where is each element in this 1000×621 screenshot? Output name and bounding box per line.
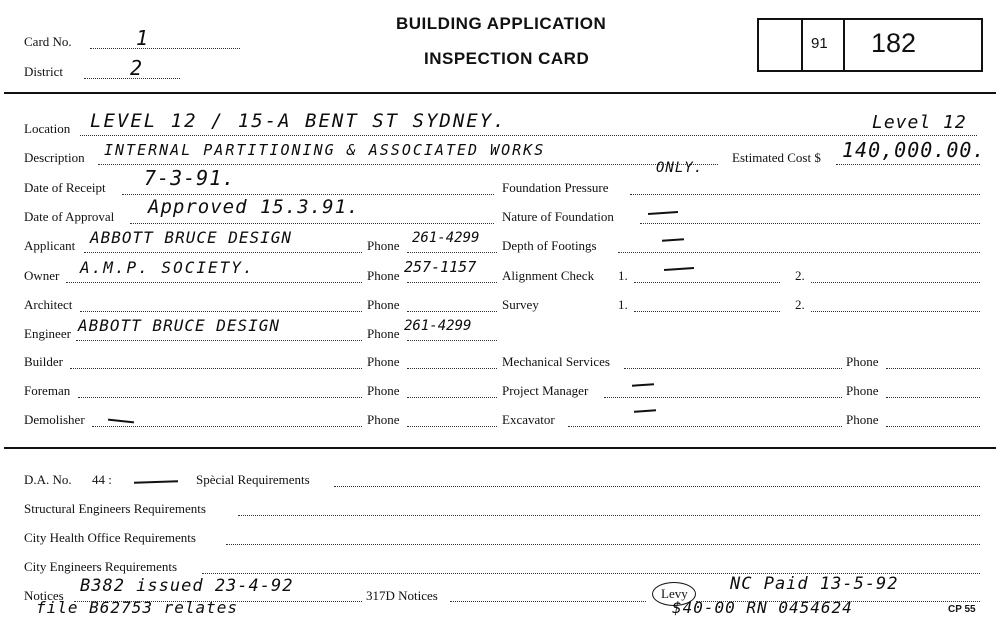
da-no-value: 44 :	[92, 472, 112, 487]
depth-footings-line	[618, 252, 980, 253]
depth-footings-dash	[662, 238, 684, 242]
nature-foundation-dash	[648, 211, 678, 215]
notices-317d-line	[450, 601, 646, 602]
card-main-number: 182	[871, 28, 917, 58]
survey-num2: 2.	[795, 297, 805, 312]
excavator-phone-line	[886, 426, 980, 427]
date-approval-line	[130, 223, 494, 224]
form-code: CP 55	[948, 604, 976, 615]
card-no-line	[90, 48, 240, 49]
architect-phone-label: Phone	[367, 297, 400, 312]
date-receipt-label: Date of Receipt	[24, 180, 106, 195]
project-manager-dash	[632, 383, 654, 387]
architect-phone-line	[407, 311, 497, 312]
builder-phone-label: Phone	[367, 354, 400, 369]
alignment-dash	[664, 267, 694, 271]
alignment-line1	[634, 282, 780, 283]
date-approval-value: Approved 15.3.91.	[148, 196, 360, 218]
card-prefix-number: 91	[811, 35, 828, 52]
applicant-phone-value: 261-4299	[412, 230, 480, 246]
project-manager-label: Project Manager	[502, 383, 589, 398]
district-label: District	[24, 64, 63, 79]
health-requirements-label: City Health Office Requirements	[24, 530, 196, 545]
foreman-phone-line	[407, 397, 497, 398]
da-no-dash	[134, 480, 178, 484]
mechanical-phone-label: Phone	[846, 354, 879, 369]
project-manager-line	[604, 397, 842, 398]
mechanical-services-line	[624, 368, 842, 369]
survey-line2	[811, 311, 980, 312]
card-no-value: 1	[136, 26, 150, 50]
builder-label: Builder	[24, 354, 63, 369]
demolisher-line	[92, 426, 362, 427]
engineer-line	[76, 340, 362, 341]
project-manager-phone-line	[886, 397, 980, 398]
applicant-phone-line	[407, 252, 497, 253]
excavator-phone-label: Phone	[846, 412, 879, 427]
location-label: Location	[24, 121, 71, 136]
description-line	[98, 164, 718, 165]
demolisher-phone-label: Phone	[367, 412, 400, 427]
form-title-line2: INSPECTION CARD	[424, 49, 590, 68]
date-approval-label: Date of Approval	[24, 209, 115, 224]
levy-value-line2: $40-00 RN 0454624	[672, 598, 853, 617]
foreman-line	[78, 397, 362, 398]
notices-label: Notices	[24, 588, 64, 603]
health-requirements-line	[226, 544, 980, 545]
header-divider	[4, 92, 996, 94]
depth-footings-label: Depth of Footings	[502, 238, 597, 253]
demolisher-phone-line	[407, 426, 497, 427]
form-title-line1: BUILDING APPLICATION	[396, 14, 607, 33]
architect-label: Architect	[24, 297, 73, 312]
owner-phone-line	[407, 282, 497, 283]
date-receipt-line	[122, 194, 494, 195]
engineer-phone-line	[407, 340, 497, 341]
location-line	[80, 135, 977, 136]
owner-phone-value: 257-1157	[404, 258, 477, 276]
owner-label: Owner	[24, 268, 60, 283]
notices-value-line2: file B62753 relates	[36, 598, 239, 617]
survey-line1	[634, 311, 780, 312]
excavator-dash	[634, 409, 656, 413]
description-label: Description	[24, 150, 85, 165]
district-value: 2	[130, 56, 144, 80]
engineer-label: Engineer	[24, 326, 71, 341]
alignment-line2	[811, 282, 980, 283]
foundation-pressure-line	[630, 194, 980, 195]
location-level-note: Level 12	[872, 112, 967, 133]
structural-requirements-label: Structural Engineers Requirements	[24, 501, 206, 516]
applicant-label: Applicant	[24, 238, 76, 253]
description-only: ONLY.	[656, 160, 704, 176]
estimated-cost-line	[836, 164, 980, 165]
levy-label: Levy	[661, 586, 688, 601]
levy-value-line1: NC Paid 13-5-92	[730, 574, 899, 594]
notices-317d-label: 317D Notices	[366, 588, 438, 603]
location-value: LEVEL 12 / 15-A BENT ST SYDNEY.	[90, 110, 507, 132]
alignment-check-label: Alignment Check	[502, 268, 595, 283]
applicant-value: ABBOTT BRUCE DESIGN	[90, 228, 293, 247]
nature-foundation-line	[640, 223, 980, 224]
section-divider	[4, 447, 996, 449]
nature-foundation-label: Nature of Foundation	[502, 209, 614, 224]
engineer-value: ABBOTT BRUCE DESIGN	[78, 316, 281, 335]
applicant-phone-label: Phone	[367, 238, 400, 253]
builder-phone-line	[407, 368, 497, 369]
demolisher-dash	[108, 419, 134, 424]
owner-line	[66, 282, 362, 283]
architect-line	[80, 311, 362, 312]
description-value: INTERNAL PARTITIONING & ASSOCIATED WORKS	[104, 141, 546, 159]
card-number-box	[757, 18, 983, 72]
mechanical-services-label: Mechanical Services	[502, 354, 610, 369]
owner-value: A.M.P. SOCIETY.	[80, 258, 255, 277]
foundation-pressure-label: Foundation Pressure	[502, 180, 609, 195]
city-engineers-requirements-label: City Engineers Requirements	[24, 559, 178, 574]
foreman-phone-label: Phone	[367, 383, 400, 398]
builder-line	[70, 368, 362, 369]
engineer-phone-label: Phone	[367, 326, 400, 341]
special-requirements-line	[334, 486, 980, 487]
alignment-num2: 2.	[795, 268, 805, 283]
mechanical-phone-line	[886, 368, 980, 369]
foreman-label: Foreman	[24, 383, 71, 398]
engineer-phone-value: 261-4299	[404, 318, 472, 334]
estimated-cost-label: Estimated Cost $	[732, 150, 821, 165]
special-requirements-label: Spècial Requirements	[196, 472, 310, 487]
alignment-num1: 1.	[618, 268, 628, 283]
date-receipt-value: 7-3-91.	[144, 166, 236, 190]
project-manager-phone-label: Phone	[846, 383, 879, 398]
notices-value-line1: B382 issued 23-4-92	[80, 576, 294, 596]
excavator-label: Excavator	[502, 412, 555, 427]
card-no-label: Card No.	[24, 34, 72, 49]
da-no-label: D.A. No.	[24, 472, 72, 487]
owner-phone-label: Phone	[367, 268, 400, 283]
demolisher-label: Demolisher	[24, 412, 85, 427]
excavator-line	[568, 426, 842, 427]
structural-requirements-line	[238, 515, 980, 516]
estimated-cost-value: 140,000.00.	[842, 138, 986, 162]
survey-num1: 1.	[618, 297, 628, 312]
survey-label: Survey	[502, 297, 539, 312]
applicant-line	[84, 252, 362, 253]
